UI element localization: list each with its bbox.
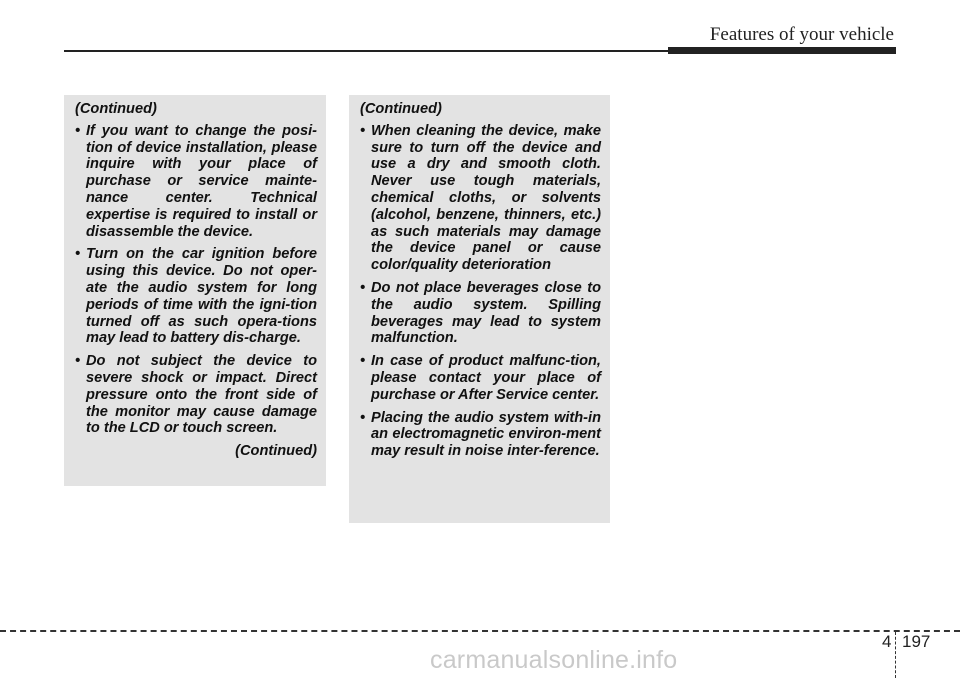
caution-box-right — [349, 95, 610, 523]
bullet-icon: • — [360, 353, 366, 370]
bullet-icon: • — [75, 353, 81, 370]
bullet-icon: • — [75, 246, 81, 263]
chapter-number: 4 — [882, 632, 892, 651]
footer-rule — [0, 630, 960, 632]
list-item — [75, 353, 317, 437]
list-item-text: Do not subject the device to severe shock or impact. Direct pressure onto the front side of the monitor may cause damage to the LCD or touch screen. — [86, 353, 317, 437]
bullet-icon: • — [75, 122, 81, 139]
header-rule — [64, 50, 668, 52]
bullet-icon: • — [360, 409, 366, 426]
list-item-text: In case of product malfunc-tion, please contact your place of purchase or After Service center. — [371, 353, 601, 403]
list-item — [360, 410, 601, 460]
caution-box-left — [64, 95, 326, 486]
list-item — [75, 123, 317, 241]
list-item — [360, 353, 601, 403]
list-item-text: If you want to change the posi-tion of device installation, please inquire with your place of purchase or service mainte-nance center. Technical expertise is required to install or disassemble the device. — [86, 122, 317, 240]
section-title: Features of your vehicle — [709, 24, 894, 45]
list-item-text: Placing the audio system with-in an electromagnetic environ-ment may result in noise inter-ference. — [371, 409, 601, 460]
bullet-icon: • — [360, 279, 366, 296]
list-item-text: Do not place beverages close to the audio system. Spilling beverages may lead to system malfunction. — [371, 279, 601, 347]
continued-label: (Continued) — [360, 101, 442, 117]
continued-label: (Continued) — [75, 101, 157, 117]
page-number: 197 — [902, 632, 931, 651]
continued-label-bottom: (Continued) — [235, 443, 317, 460]
list-item — [360, 280, 601, 347]
list-item-text: When cleaning the device, make sure to turn off the device and use a dry and smooth cloth. Never use tough materials, chemical cloths, or solvents (alcohol, benzene, thinners, etc.) as such materials may damage the device panel or cause color/quality deterioration — [371, 122, 601, 274]
list-item-text: Turn on the car ignition before using this device. Do not oper-ate the audio system for long periods of time with the igni-tion turned off as such opera-tions may lead to battery dis-charge. — [86, 246, 317, 347]
page-separator — [895, 632, 896, 678]
list-item — [75, 246, 317, 347]
watermark: carmanualsonline.info — [430, 646, 678, 674]
header-bar — [668, 47, 896, 54]
list-item — [360, 123, 601, 274]
bullet-icon: • — [360, 122, 366, 139]
